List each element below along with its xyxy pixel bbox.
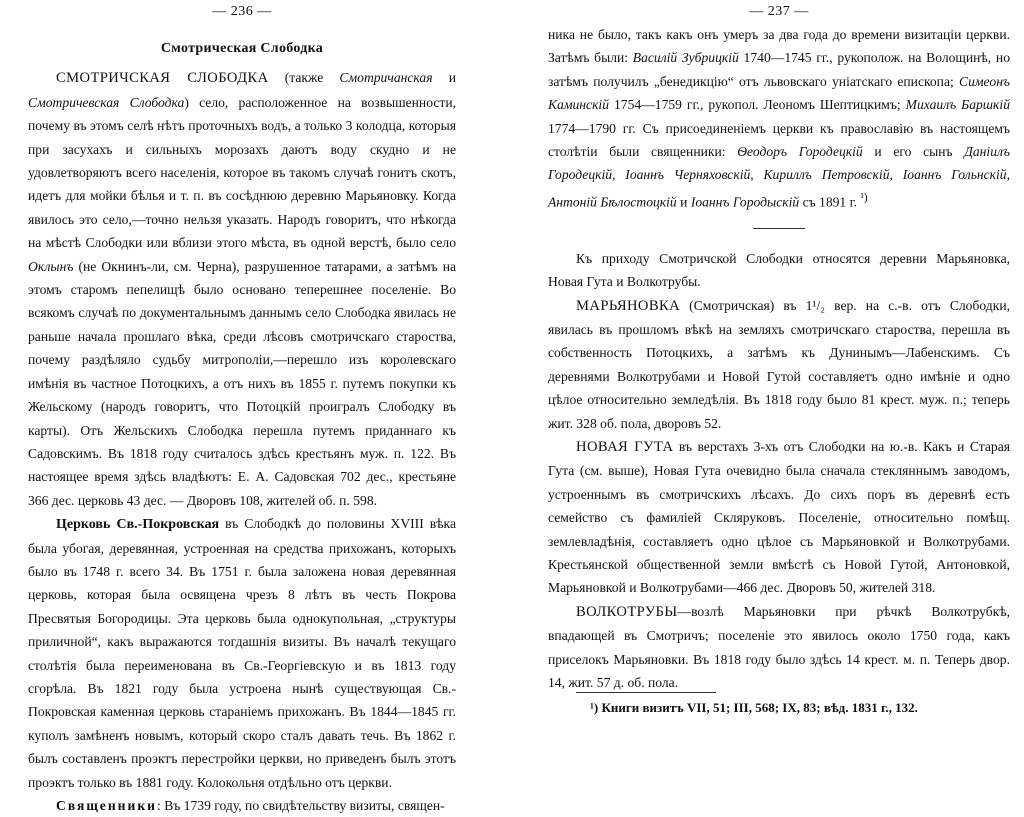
lead-term: Церковь Св.-Покровская [56,517,220,533]
text-run: и [432,70,456,86]
text-run: и его сынъ [862,144,965,160]
lead-term: ВОЛКОТРУБЫ [576,603,678,620]
text-run: (также [268,70,340,86]
italic-name: Оклынъ [28,258,74,274]
paragraph-smotrichskaya-slobodka [28,66,456,512]
italic-name: Даніилъ Городецкій, Іоаннъ Черняховскій, Кириллъ Петровскій, Іоаннъ Гольнскій, Антоній Бѣлостоцкій [548,144,1010,210]
text-run: 1740—1745 гг., рукополож. на Волощинѣ, но затѣмъ получилъ „бенедикцію“ отъ львовскаго уніатскаго епископа; [548,50,1010,89]
italic-name: Смотричанская [339,70,433,86]
italic-name: Василій Зубрицкій [632,50,739,66]
section-divider [753,228,805,229]
paragraph-volkotruby [548,600,1010,695]
text-run: въ Слободкѣ до половины XVIII вѣка была убогая, деревянная, устроенная на средства прихожанъ, которыхъ было въ 1748 г. всего 34. Въ 1751 г. была заложена новая деревянная церковь, которая была освящена чрезъ 8 лѣтъ въ честь Покрова Пресвятыя Богородицы. Эта церковь была однокупольная, „структуры приличной“, какъ выражаются тогдашнія визиты. Въ началѣ текущаго столѣтія была переименована въ Св.-Георгіевскую и въ 1813 году сгорѣла. Въ 1821 году была устроена нынѣ существующая Св.-Покровская каменная церковь стараніемъ прихожанъ. Въ 1844—1845 гг. куполъ замѣненъ новымъ, который скоро сталъ давать течь. Въ 1862 г. былъ составленъ проэктъ перестройки церкви, но приведенъ былъ этотъ проэктъ только въ 1881 году. Колокольня отдѣльно отъ церкви. [28,516,456,790]
text-run: 1774—1790 гг. Съ присоединеніемъ церкви къ православію въ настоящемъ столѣтіи были священники: [548,120,1010,160]
right-page [548,0,1010,728]
paragraph-maryanovka [548,294,1010,435]
lead-term: НОВАЯ ГУТА [576,439,674,456]
text-run: (Смотричская) въ 1¹/₂ вер. на с.-в. отъ Слободки, явилась въ прошломъ вѣкѣ на земляхъ смотричскаго староства, перешла въ собственность Потоцкихъ, а затѣмъ къ Дунинымъ—Лабенскимъ. Съ деревнями Волкотрубами и Новой Гутой составляетъ одно имѣніе и одно цѣлое относительно земледѣлія. Въ 1818 году было 81 крест. муж. п.; теперь жит. 328 об. пола, дворовъ 52. [548,297,1010,431]
text-run: (не Окнинъ-ли, см. Черна), разрушенное татарами, а затѣмъ на этомъ старомъ пепелищѣ было основано теперешнее поселеніе. Во всякомъ случаѣ по документальнымъ даннымъ село Слободка явилась не раньше начала прошлаго вѣка, среди лѣсовъ смотричскаго староства, почему раздѣляло судьбу митрополіи,—перешло изъ королевскаго имѣнія въ частное Потоцкихъ, а отъ нихъ въ 1855 г. путемъ покупки къ Жельскому (народъ говоритъ, что Потоцкій проигралъ Слободку въ карты). Отъ Жельскихъ Слободка перешла путемъ приданнаго къ Садовскимъ. Въ 1818 году считалось здѣсь крестьянъ муж. п. 122. Въ настоящее время здѣсь владѣютъ: Е. А. Садовская 702 дес., крестьяне 366 дес. церковь 43 дес. — Дворовъ 108, жителей об. п. 598. [28,258,456,508]
italic-name: Ѳеодоръ Городецкій [737,144,863,160]
page-number-right: — 237 — [749,4,809,19]
page-number-left: — 236 — [212,4,272,19]
section-title: Смотрическая Слободка [160,41,324,56]
footnote-divider [576,692,716,693]
lead-term: МАРЬЯНОВКА [576,297,681,314]
lead-term: СМОТРИЧСКАЯ СЛОБОДКА [56,70,269,87]
paragraph-priests-continued [548,23,1010,214]
left-page [28,0,456,813]
italic-name: Смотричевская Слободка [28,94,185,110]
lead-term: Священники [56,798,158,813]
footnote: ¹) Книги визитъ VII, 51; III, 568; IX, 83; вѣд. 1831 г., 132. [590,700,918,715]
text-run: —возлѣ Марьяновки при рѣчкѣ Волкотрубкѣ, впадающей въ Смотричъ; поселеніе это явилось около 1750 года, какъ приселокъ Марьяновки. Въ 1818 году было здѣсь 14 крест. м. п. Теперь двор. 14, жит. 57 д. об. пола. [548,603,1010,691]
text-run: 1754—1759 гг., рукопол. Леономъ Шептицкимъ; [609,97,906,113]
italic-name: Михаилъ Баршкій [905,97,1010,113]
text-run: въ верстахъ 3-хъ отъ Слободки на ю.-в. Какъ и Старая Гута (см. выше), Новая Гута очевидно была сначала стекляннымъ заводомъ, устроеннымъ въ смотричскихъ лѣсахъ. До сихъ поръ въ деревнѣ есть семейство съ фамиліей Скляруковъ. Поселеніе, относительно помѣщ. землевладѣнія, составляетъ одно цѣлое съ Марьяновкой и Волкотрубами. Крестьянской общественной земли вмѣстѣ съ Новой Гутой, Антоновкой, Марьяновкой и Волкотрубами—466 дес. Дворовъ 50, жителей 318. [548,439,1011,596]
paragraph-novaya-guta [548,435,1010,600]
italic-name: Іоаннъ Городыскій [690,194,800,210]
text-run: съ 1891 г. [799,194,861,210]
italic-name: Симеонъ Каминскій [548,73,1010,113]
paragraph-priests [28,794,456,817]
paragraph-parish-villages: Къ приходу Смотричской Слободки относятся деревни Марьяновка, Новая Гута и Волкотрубы. [548,250,1010,290]
paragraph-church [28,512,456,794]
text-run: : Въ 1739 году, по свидѣтельству визиты, священ- [157,798,445,813]
text-run: и [676,194,691,210]
text-run: ) село, расположенное на возвышенности, почему въ этомъ селѣ нѣтъ проточныхъ водъ, а только 3 колодца, которыя при засухахъ и сильныхъ морозахъ даютъ воду скудно и не удовлетворяютъ всего населенія, которое въ такомъ случаѣ гонитъ скотъ, идетъ для мойки бѣлья и т. п. въ сосѣднюю деревню Марьяновку. Когда явилось это село,—точно нельзя указать. Народъ говоритъ, что нѣкогда на мѣстѣ Слободки или вблизи этого мѣста, въ одной верстѣ, было село [28,94,456,251]
footnote-reference: ¹) [860,191,868,204]
text-run: ника не было, такъ какъ онъ умеръ за два года до времени визитаціи церкви. Затѣмъ были: [548,27,1010,66]
